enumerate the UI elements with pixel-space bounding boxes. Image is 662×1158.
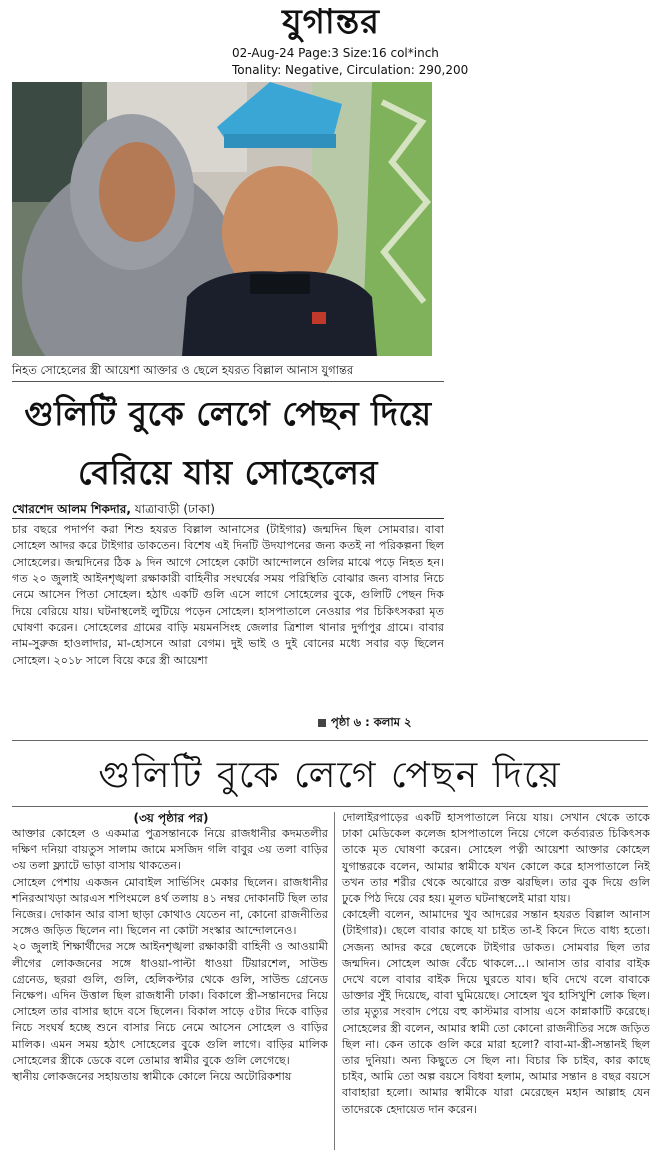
paragraph: আক্তার কোহেল ও একমাত্র পুত্রসন্তানকে নিয়ে রাজধানীর কদমতলীর দক্ষিণ দনিয়া বায়তুস সালাম জামে মসজিদ গলি বাবুর ৩য় তলা বাড়ির ৩য় তলা ফ্ল্যাটে ভাড়া বাসায় থাকতেন। [12,827,328,873]
byline [12,500,444,519]
jump-text: পৃষ্ঠা ৬ : কলাম ২ [331,715,412,729]
continuation-headline: গুলিটি বুকে লেগে পেছন দিয়ে [98,755,562,796]
continuation-column-left [12,826,328,1085]
divider [12,381,444,382]
continuation-column-right [342,810,650,1118]
headline-line-1: গুলিটি বুকে লেগে পেছন দিয়ে [24,394,432,433]
clip-meta-tonality: Tonality: Negative, Circulation: 290,200 [232,63,469,77]
news-photo [12,82,432,356]
photo-caption: নিহত সোহেলের স্ত্রী আয়েশা আক্তার ও ছেলে হযরত বিল্লাল আনাস যুগান্তর [12,363,354,377]
clip-meta-date-size: 02-Aug-24 Page:3 Size:16 col*inch [232,46,439,60]
byline-author: খোরশেদ আলম শিকদার, [12,502,131,516]
divider [12,806,648,807]
column-divider [334,812,335,1150]
divider [12,740,648,741]
paragraph: দোলাইরপাড়ের একটি হাসপাতালে নিয়ে যায়। সেখান থেকে তাকে ঢাকা মেডিকেল কলেজ হাসপাতালে নিয়ে গেলে কর্তব্যরত চিকিৎসক তাকে মৃত ঘোষণা করেন। সোহেল পত্নী আয়েশা আক্তার কোহেল যুগান্তরকে বলেন, আমার স্বামীকে যখন কোলে করে হাসপাতালে নিই তখন তার শরীর থেকে অঝোরে রক্ত ঝরছিল। তার বুক দিয়ে গুলি ঢুকে পিঠ দিয়ে বের হয়। মূলত ঘটনাস্থলেই মারা যায়। [342,811,650,906]
square-bullet-icon [318,719,326,727]
newspaper-masthead: যুগান্তর [282,2,380,42]
paragraph: স্থানীয় লোকজনের সহায়তায় স্বামীকে কোলে নিয়ে অটোরিকশায় [12,1070,292,1084]
paragraph: ২০ জুলাই শিক্ষার্থীদের সঙ্গে আইনশৃঙ্খলা রক্ষাকারী বাহিনী ও আওয়ামী লীগের লোকজনের সঙ্গে ধাওয়া-পাল্টা ধাওয়া টিয়ারশেল, সাউন্ড গ্রেনেড, ছররা গুলি, গুলি, হেলিকপ্টার থেকে গুলি, সাউন্ড গ্রেনেড নিক্ষেপ। এদিন উত্তাল ছিল রাজধানী ঢাকা। বিকালে স্ত্রী-সন্তানদের নিয়ে সোহেল তার বাসার ছাদে বসে ছিলেন। বিকাল সাড়ে ৫টার দিকে বাড়ির নিচে সংঘর্ষ হচ্ছে শুনে বাসার নিচে নেমে আসেন সোহেল ও বাড়ির মালিক। এমন সময় হঠাৎ সোহেলের বুকে গুলি লাগে। বাড়ির মালিক সোহেলের স্ত্রীকে ডেকে বলে তোমার স্বামীর বুকে গুলি লেগেছে। [12,940,328,1067]
jump-line [318,714,412,730]
lead-paragraph: চার বছরে পদার্পণ করা শিশু হযরত বিল্লাল আনাসের (টাইগার) জন্মদিন ছিল সোমবার। বাবা সোহেল আদর করে টাইগার ডাকতেন। বিশেষ এই দিনটি উদযাপনের জন্য কতই না পরিকল্পনা ছিল সোহেলের। জন্মদিনের ঠিক ৯ দিন আগে সোহেল কোটা আন্দোলনে গুলির মাঝে পড়ে নিহত হন। গত ২০ জুলাই আইনশৃঙ্খলা রক্ষাকারী বাহিনীর সংঘর্ষের সময় পরিস্থিতি বোঝার জন্য বাসার নিচে নেমে আসেন পিতা সোহেল। হঠাৎ একটি গুলি এসে লাগে সোহেলের বুকে, গুলিটি পেছন দিক দিয়ে বেরিয়ে যায়। ঘটনাস্থলেই লুটিয়ে পড়েন সোহেল। হাসপাতালে নেওয়ার পর চিকিৎসকরা মৃত ঘোষণা করেন। সোহেলের গ্রামের বাড়ি ময়মনসিংহ জেলার ত্রিশাল থানার দুর্গাপুর গ্রামে। বাবার নাম-সুরুজ হাওলাদার, মা-হোসনে আরা বেগম। দুই ভাই ও দুই বোনের মধ্যে সবার বড় ছিলেন সোহেল। ২০১৮ সালে বিয়ে করে স্ত্রী আয়েশা [12,523,444,667]
continued-from-label: (৩য় পৃষ্ঠার পর) [133,811,209,825]
lead-article [12,522,444,669]
byline-location: যাত্রাবাড়ী (ঢাকা) [134,502,215,516]
paragraph: কোহেলী বলেন, আমাদের খুব আদরের সন্তান হযরত বিল্লাল আনাস (টাইগার)। ছেলে বাবার কাছে যা চাইত তা-ই কিনে দিতে বাধ্য হতো। সেজন্য আদর করে ছেলেকে টাইগার ডাকত। সোমবার ছিল তার জন্মদিন। সোহেল আজ বেঁচে থাকলে...। আনাস তার বাবার বাইক দেখে বলে বাবার বাইক দিয়ে ঘুরতে যাব। ছবি দেখে বলে বাবাকে ডাক্তার সুঁই দিয়েছে, বাবা ঘুমিয়েছে। সোহেল খুব হাসিখুশি লোক ছিল। তার মৃত্যুর সংবাদ পেয়ে বহু কাস্টমার বাসায় এসে কান্নাকাটি করেছে। সোহেলের স্ত্রী বলেন, আমার স্বামী তো কোনো রাজনীতির সঙ্গে জড়িত ছিল না। কেন তাকে গুলি করে মারা হলো? বাবা-মা-স্ত্রী-সন্তানই ছিল তার দুনিয়া। অন্য কিছুতে সে ছিল না। বিচার কি চাইব, কার কাছে চাইব, আমি তো অল্প বয়সে বিধবা হলাম, আমার সন্তান ৪ বছর বয়সে বাবাহারা হলো। আমার স্বামীকে যারা মেরেছেন মহান আল্লাহ যেন তাদেরকে হেদায়েত দান করেন। [342,908,650,1116]
paragraph: সোহেল পেশায় একজন মোবাইল সার্ভিসিং মেকার ছিলেন। রাজধানীর শনিরআখড়া আরএস শপিংমলে ৪র্থ তলায় ৪১ নম্বর দোকানটি ছিল তার নিজের। দোকান আর বাসা ছাড়া কোথাও যেতেন না, কোনো রাজনীতির সঙ্গেও জড়িত ছিলেন না। ছিলেন না কোটা সংস্কার আন্দোলনেও। [12,875,328,938]
headline-line-2: বেরিয়ে যায় সোহেলের [78,453,378,492]
